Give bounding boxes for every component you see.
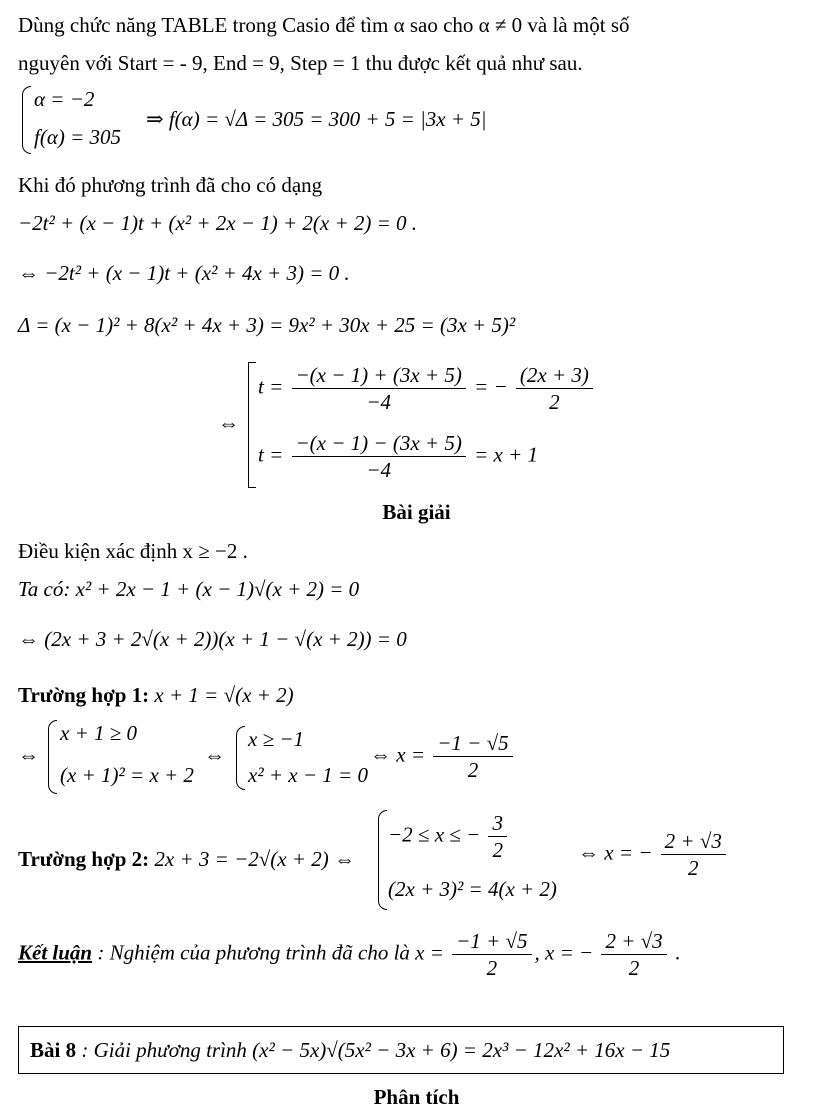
equation-2: ⇔ −2t² + (x − 1)t + (x² + 4x + 3) = 0 . — [18, 261, 350, 285]
th2-row-2: (2x + 3)² = 4(x + 2) — [388, 877, 557, 901]
brace-system-1 — [22, 86, 31, 154]
th2-row-1: −2 ≤ x ≤ − $\frac{3}{2}$ — [388, 810, 510, 863]
th1-arrow-1: ⇔ — [18, 743, 39, 767]
problem-8: Bài 8 : Giải phương trình (x² − 5x)√(5x² − 3x + 6) = 2x³ − 12x² + 16x − 15 — [30, 1038, 671, 1062]
system1-row-1: α = −2 — [34, 87, 95, 111]
th1-brace-2 — [236, 726, 245, 790]
conclusion: Kết luận : Nghiệm của phương trình đã cho là x = $\frac{-1 + √5}{2}$ , x = − $\frac{2 + √3}{2}$ . — [18, 929, 681, 980]
equation-delta: Δ = (x − 1)² + 8(x² + 4x + 3) = 9x² + 30x + 25 = (3x + 5)² — [18, 313, 516, 337]
intro-line-2: nguyên với Start = - 9, End = 9, Step = 1 thu được kết quả như sau. — [18, 51, 583, 75]
equation-1: −2t² + (x − 1)t + (x² + 2x − 1) + 2(x + 2) = 0 . — [18, 211, 418, 235]
case-1-heading: Trường hợp 1: x + 1 = √(x + 2) — [18, 683, 294, 707]
bai-giai-title: Bài giải — [382, 500, 451, 524]
system1-rhs: ⇒ f(α) = √Δ = 305 = 300 + 5 = |3x + 5| — [146, 107, 487, 131]
intro-line-1: Dùng chức năng TABLE trong Casio để tìm α sao cho α ≠ 0 và là một số — [18, 13, 630, 37]
th1-result: ⇔ x = $\frac{-1 - √5}{2}$ — [370, 730, 516, 783]
khi-do-text: Khi đó phương trình đã cho có dạng — [18, 173, 323, 197]
th2-brace — [378, 810, 387, 910]
ta-co: Ta có: x² + 2x − 1 + (x − 1)√(x + 2) = 0 — [18, 577, 360, 601]
cases-arrow: ⇔ — [218, 411, 239, 435]
th1-s2-r1: x ≥ −1 — [248, 727, 305, 751]
th1-s1-r2: (x + 1)² = x + 2 — [60, 763, 194, 787]
case-2: t = $\frac{-(x - 1) - (3x + 5)}{-4}$ = x + 1 — [258, 431, 538, 482]
cases-bracket — [248, 362, 256, 488]
factor-equation: ⇔ (2x + 3 + 2√(x + 2))(x + 1 − √(x + 2)) = 0 — [18, 627, 407, 651]
th1-s2-r2: x² + x − 1 = 0 — [248, 763, 368, 787]
case-2-heading: Trường hợp 2: 2x + 3 = −2√(x + 2) ⇔ — [18, 847, 356, 871]
case-1: t = $\frac{-(x - 1) + (3x + 5)}{-4}$ = − $\frac{(2x + 3)}{2}$ — [258, 362, 596, 415]
dieu-kien: Điều kiện xác định x ≥ −2 . — [18, 539, 248, 563]
th1-brace-1 — [48, 720, 57, 794]
th1-s1-r1: x + 1 ≥ 0 — [60, 721, 138, 745]
system1-row-2: f(α) = 305 — [34, 125, 122, 149]
phan-tich-title: Phân tích — [373, 1085, 460, 1109]
th2-result: ⇔ x = − $\frac{2 + √3}{2}$ — [578, 828, 729, 881]
th1-arrow-2: ⇔ — [204, 743, 225, 767]
